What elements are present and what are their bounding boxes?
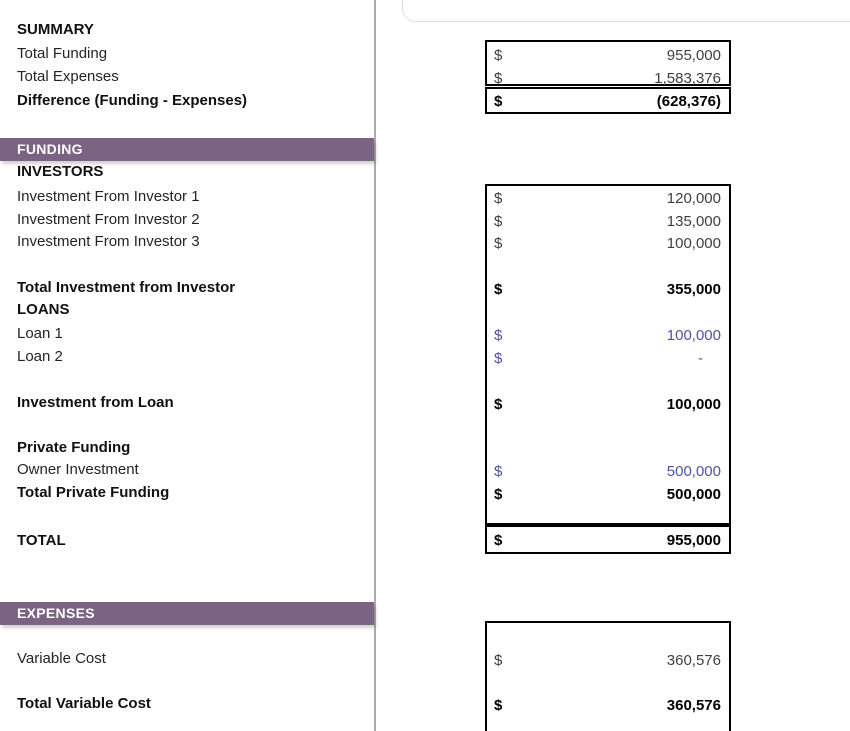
- expenses-section-band: EXPENSES: [0, 602, 374, 625]
- cell-investor-1[interactable]: [487, 188, 729, 210]
- funding-section-band: FUNDING: [0, 138, 374, 161]
- label-owner-investment: Owner Investment: [17, 461, 139, 478]
- currency-symbol: $: [494, 396, 503, 413]
- currency-symbol: $: [494, 652, 503, 669]
- cell-value: 100,000: [666, 235, 721, 252]
- cell-value: 955,000: [666, 532, 721, 549]
- label-funding-total: TOTAL: [17, 532, 66, 549]
- currency-symbol: $: [494, 281, 503, 298]
- cell-value: 100,000: [666, 327, 721, 344]
- label-investor-2: Investment From Investor 2: [17, 211, 200, 228]
- cell-value: 955,000: [666, 47, 721, 64]
- summary-values-box: [485, 40, 731, 86]
- summary-header: SUMMARY: [17, 21, 94, 38]
- cell-variable-cost[interactable]: [487, 650, 729, 672]
- cell-total-investment[interactable]: [487, 279, 729, 301]
- cell-total-funding[interactable]: [487, 45, 729, 67]
- label-total-expenses: Total Expenses: [17, 68, 119, 85]
- cell-investor-2[interactable]: [487, 211, 729, 233]
- label-difference: Difference (Funding - Expenses): [17, 92, 248, 109]
- cell-total-variable-cost[interactable]: [487, 695, 729, 717]
- currency-symbol: $: [494, 532, 503, 549]
- cell-owner-investment[interactable]: [487, 461, 729, 483]
- label-total-variable-cost: Total Variable Cost: [17, 695, 151, 712]
- difference-value-box: [485, 87, 731, 114]
- cell-value: 500,000: [666, 486, 721, 503]
- cell-value: 100,000: [666, 396, 721, 413]
- cell-value: 360,576: [666, 652, 721, 669]
- label-total-investment: Total Investment from Investor: [17, 279, 236, 296]
- funding-total-box: [485, 525, 731, 554]
- label-variable-cost: Variable Cost: [17, 650, 106, 667]
- cell-funding-total[interactable]: [487, 530, 729, 552]
- currency-symbol: $: [494, 47, 503, 64]
- cell-loan-2[interactable]: [487, 348, 729, 370]
- label-loan-2: Loan 2: [17, 348, 63, 365]
- currency-symbol: $: [494, 213, 503, 230]
- currency-symbol: $: [494, 327, 503, 344]
- currency-symbol: $: [494, 486, 503, 503]
- currency-symbol: $: [494, 190, 503, 207]
- column-divider-line: [374, 0, 376, 731]
- cell-difference[interactable]: [487, 91, 729, 113]
- label-investor-3: Investment From Investor 3: [17, 233, 200, 250]
- expenses-values-box: [485, 621, 731, 731]
- currency-symbol: $: [494, 93, 503, 110]
- cell-value: 500,000: [666, 463, 721, 480]
- funding-values-box: [485, 184, 731, 525]
- label-total-funding: Total Funding: [17, 45, 108, 62]
- cell-value: (628,376): [656, 93, 721, 110]
- chart-card-corner: [402, 0, 850, 22]
- cell-value: 360,576: [666, 697, 721, 714]
- label-total-private-funding: Total Private Funding: [17, 484, 170, 501]
- cell-value: 355,000: [666, 281, 721, 298]
- investors-header: INVESTORS: [17, 163, 104, 180]
- currency-symbol: $: [494, 235, 503, 252]
- label-loan-1: Loan 1: [17, 325, 63, 342]
- private-funding-header: Private Funding: [17, 439, 131, 456]
- currency-symbol: $: [494, 70, 503, 87]
- cell-value: 135,000: [666, 213, 721, 230]
- cell-investor-3[interactable]: [487, 233, 729, 255]
- loans-header: LOANS: [17, 301, 70, 318]
- cell-value: 120,000: [666, 190, 721, 207]
- cell-loan-1[interactable]: [487, 325, 729, 347]
- label-investment-from-loan: Investment from Loan: [17, 394, 174, 411]
- cell-value: 1,583,376: [654, 70, 721, 87]
- currency-symbol: $: [494, 697, 503, 714]
- label-investor-1: Investment From Investor 1: [17, 188, 200, 205]
- currency-symbol: $: [494, 350, 503, 367]
- currency-symbol: $: [494, 463, 503, 480]
- cell-value: -: [698, 350, 703, 367]
- cell-total-private-funding[interactable]: [487, 484, 729, 506]
- cell-investment-from-loan[interactable]: [487, 394, 729, 416]
